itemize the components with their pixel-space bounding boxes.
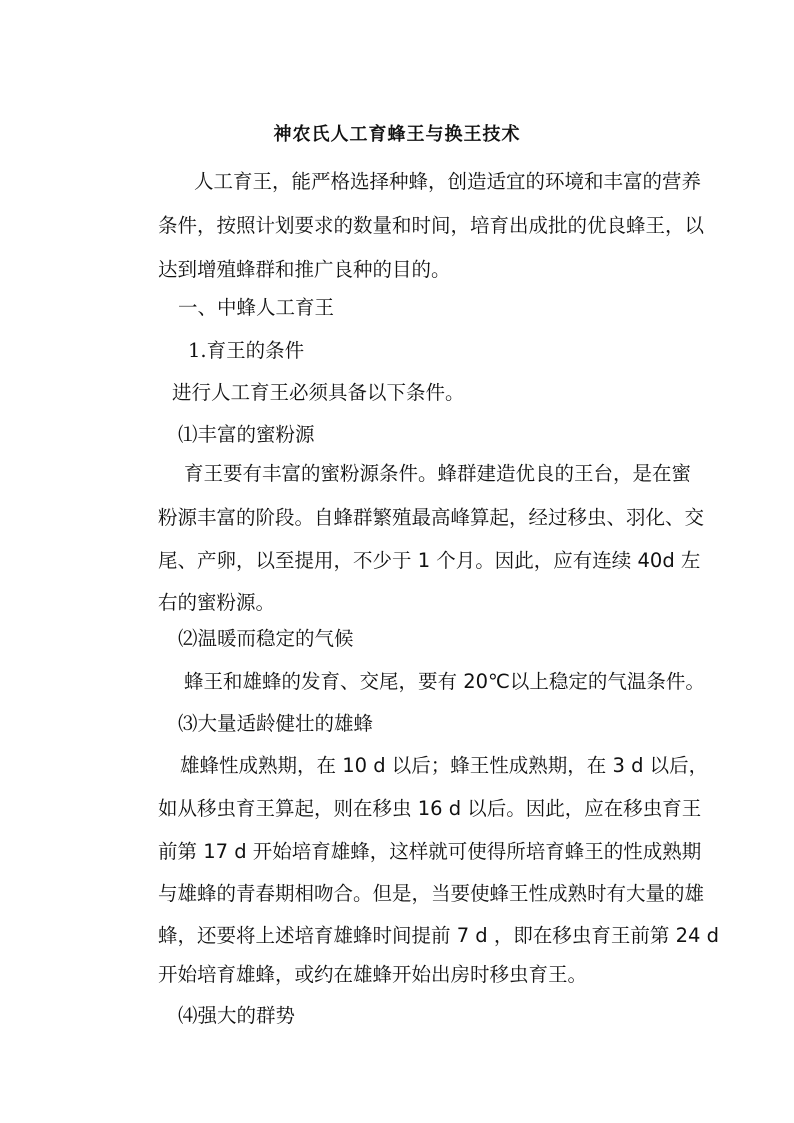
intro-line-1: 人工育王，能严格选择种蜂，创造适宜的环境和丰富的营养 — [194, 170, 702, 193]
item-1-line-1: 育王要有丰富的蜜粉源条件。蜂群建造优良的王台，是在蜜 — [184, 462, 692, 485]
item-4-heading: ⑷强大的群势 — [178, 1004, 296, 1027]
item-3-line-5: 蜂，还要将上述培育雄蜂时间提前 7 d ，即在移虫育王前第 24 d — [158, 924, 719, 947]
item-3-line-2: 如从移虫育王算起，则在移虫 16 d 以后。因此，应在移虫育王 — [158, 797, 702, 820]
item-3-line-1: 雄蜂性成熟期，在 10 d 以后；蜂王性成熟期，在 3 d 以后， — [180, 754, 709, 777]
item-3-line-3: 前第 17 d 开始培育雄蜂，这样就可使得所培育蜂王的性成熟期 — [158, 840, 702, 863]
conditions-intro: 进行人工育王必须具备以下条件。 — [172, 381, 465, 404]
item-2-line-1: 蜂王和雄蜂的发育、交尾，要有 20℃以上稳定的气温条件。 — [184, 670, 705, 693]
subsection-heading: 1.育王的条件 — [188, 339, 305, 362]
item-1-line-3: 尾、产卵，以至提用，不少于 1 个月。因此，应有连续 40d 左 — [158, 549, 701, 572]
section-heading: 一、中蜂人工育王 — [178, 296, 335, 319]
item-3-line-6: 开始培育雄蜂，或约在雄蜂开始出房时移虫育王。 — [158, 963, 588, 986]
item-3-line-4: 与雄蜂的青春期相吻合。但是，当要使蜂王性成熟时有大量的雄 — [158, 882, 705, 905]
item-3-heading: ⑶大量适龄健壮的雄蜂 — [178, 712, 374, 735]
item-1-line-4: 右的蜜粉源。 — [158, 591, 276, 614]
intro-line-3: 达到增殖蜂群和推广良种的目的。 — [158, 258, 451, 281]
item-1-line-2: 粉源丰富的阶段。自蜂群繁殖最高峰算起，经过移虫、羽化、交 — [158, 506, 705, 529]
item-1-heading: ⑴丰富的蜜粉源 — [178, 423, 315, 446]
intro-line-2: 条件，按照计划要求的数量和时间，培育出成批的优良蜂王，以 — [158, 214, 705, 237]
document-title: 神农氏人工育蜂王与换王技术 — [273, 124, 521, 145]
item-2-heading: ⑵温暖而稳定的气候 — [178, 627, 354, 650]
